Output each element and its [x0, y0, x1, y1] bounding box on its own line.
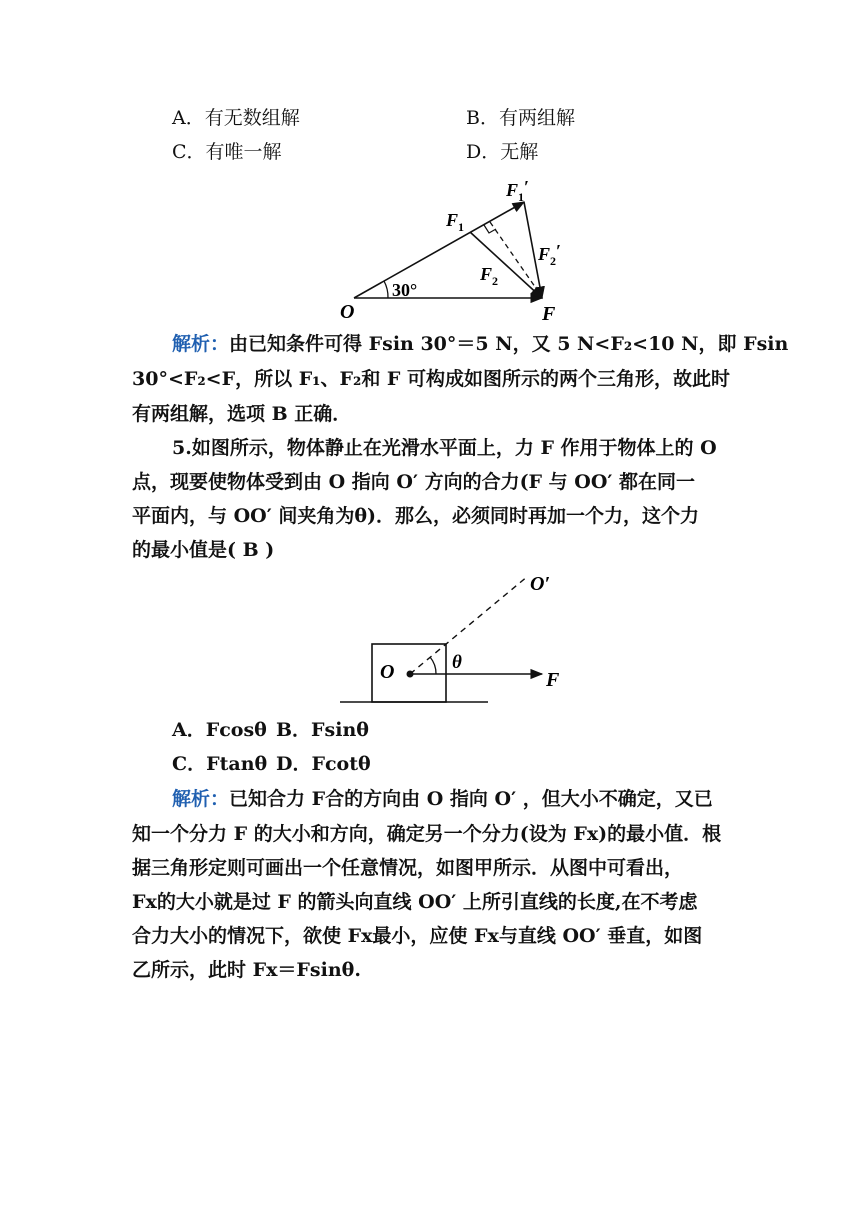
q5-stem-line3: 平面内，与 OO′ 间夹角为θ)．那么，必须同时再加一个力，这个力 [132, 505, 700, 527]
q5-label-theta: θ [452, 652, 462, 673]
q5-option-a: A．Fcosθ [172, 719, 267, 741]
q5-stem-line1: 5.如图所示，物体静止在光滑水平面上，力 F 作用于物体上的 O [172, 437, 717, 459]
q4-option-a: A．有无数组解 [172, 107, 300, 129]
q4-label-o: O [340, 301, 355, 322]
q4-option-b: B．有两组解 [466, 107, 575, 129]
analysis-tag: 解析： [172, 333, 230, 355]
q5-analysis-line6: 乙所示，此时 Fx＝Fsinθ. [132, 959, 361, 981]
q5-analysis-line4: Fx的大小就是过 F 的箭头向直线 OO′ 上所引直线的长度,在不考虑 [132, 891, 698, 913]
q4-option-c: C．有唯一解 [172, 141, 282, 163]
q5-block-force-figure [332, 566, 572, 710]
q4-label-f2: $F_2$ [480, 264, 499, 288]
q5-analysis-line2: 知一个分力 F 的大小和方向，确定另一个分力(设为 Fx)的最小值．根 [132, 823, 722, 845]
q5-analysis-line3: 据三角形定则可画出一个任意情况，如图甲所示．从图中可看出， [132, 857, 684, 879]
q5-option-d: D．Fcotθ [276, 753, 371, 775]
q4-label-f1prime: $F_1'$ [506, 177, 530, 204]
q5-analysis-line5: 合力大小的情况下，欲使 Fx最小，应使 Fx与直线 OO′ 垂直，如图 [132, 925, 703, 947]
q4-label-f1: $F_1$ [446, 210, 465, 234]
q5-stem-line4: 的最小值是( B ) [132, 539, 275, 561]
q5-option-b: B．Fsinθ [276, 719, 369, 741]
q5-stem-line2: 点，现要使物体受到由 O 指向 O′ 方向的合力(F 与 OO′ 都在同一 [132, 471, 696, 493]
q5-label-f: F [546, 669, 560, 691]
q4-angle-arc [384, 281, 388, 298]
q5-label-o-prime: O′ [530, 573, 551, 595]
q5-point-o [407, 671, 414, 678]
q5-label-o: O [380, 661, 395, 683]
q4-analysis-line2: 30°<F₂<F，所以 F₁、F₂和 F 可构成如图所示的两个三角形，故此时 [132, 368, 731, 390]
q4-force-triangle-figure [330, 172, 570, 322]
q4-analysis-line3: 有两组解，选项 B 正确． [132, 403, 352, 425]
q5-dashed-oo-prime [410, 576, 528, 674]
q5-analysis-line1: 解析：已知合力 F合的方向由 O 指向 O′ ，但大小不确定，又已 [172, 788, 713, 810]
q4-option-d: D．无解 [466, 141, 539, 163]
q4-line-f1prime [354, 202, 524, 298]
q4-right-angle-mark [484, 225, 496, 233]
q4-label-angle: 30° [392, 280, 418, 300]
q4-label-f: F [542, 303, 556, 322]
q5-angle-arc [430, 657, 436, 674]
q4-analysis-line1: 解析：由已知条件可得 Fsin 30°＝5 N，又 5 N<F₂<10 N，即 Fsin [172, 333, 789, 355]
q5-option-c: C．Ftanθ [172, 753, 268, 775]
q4-label-f2prime: $F_2'$ [538, 241, 562, 268]
analysis-tag: 解析： [172, 788, 230, 810]
